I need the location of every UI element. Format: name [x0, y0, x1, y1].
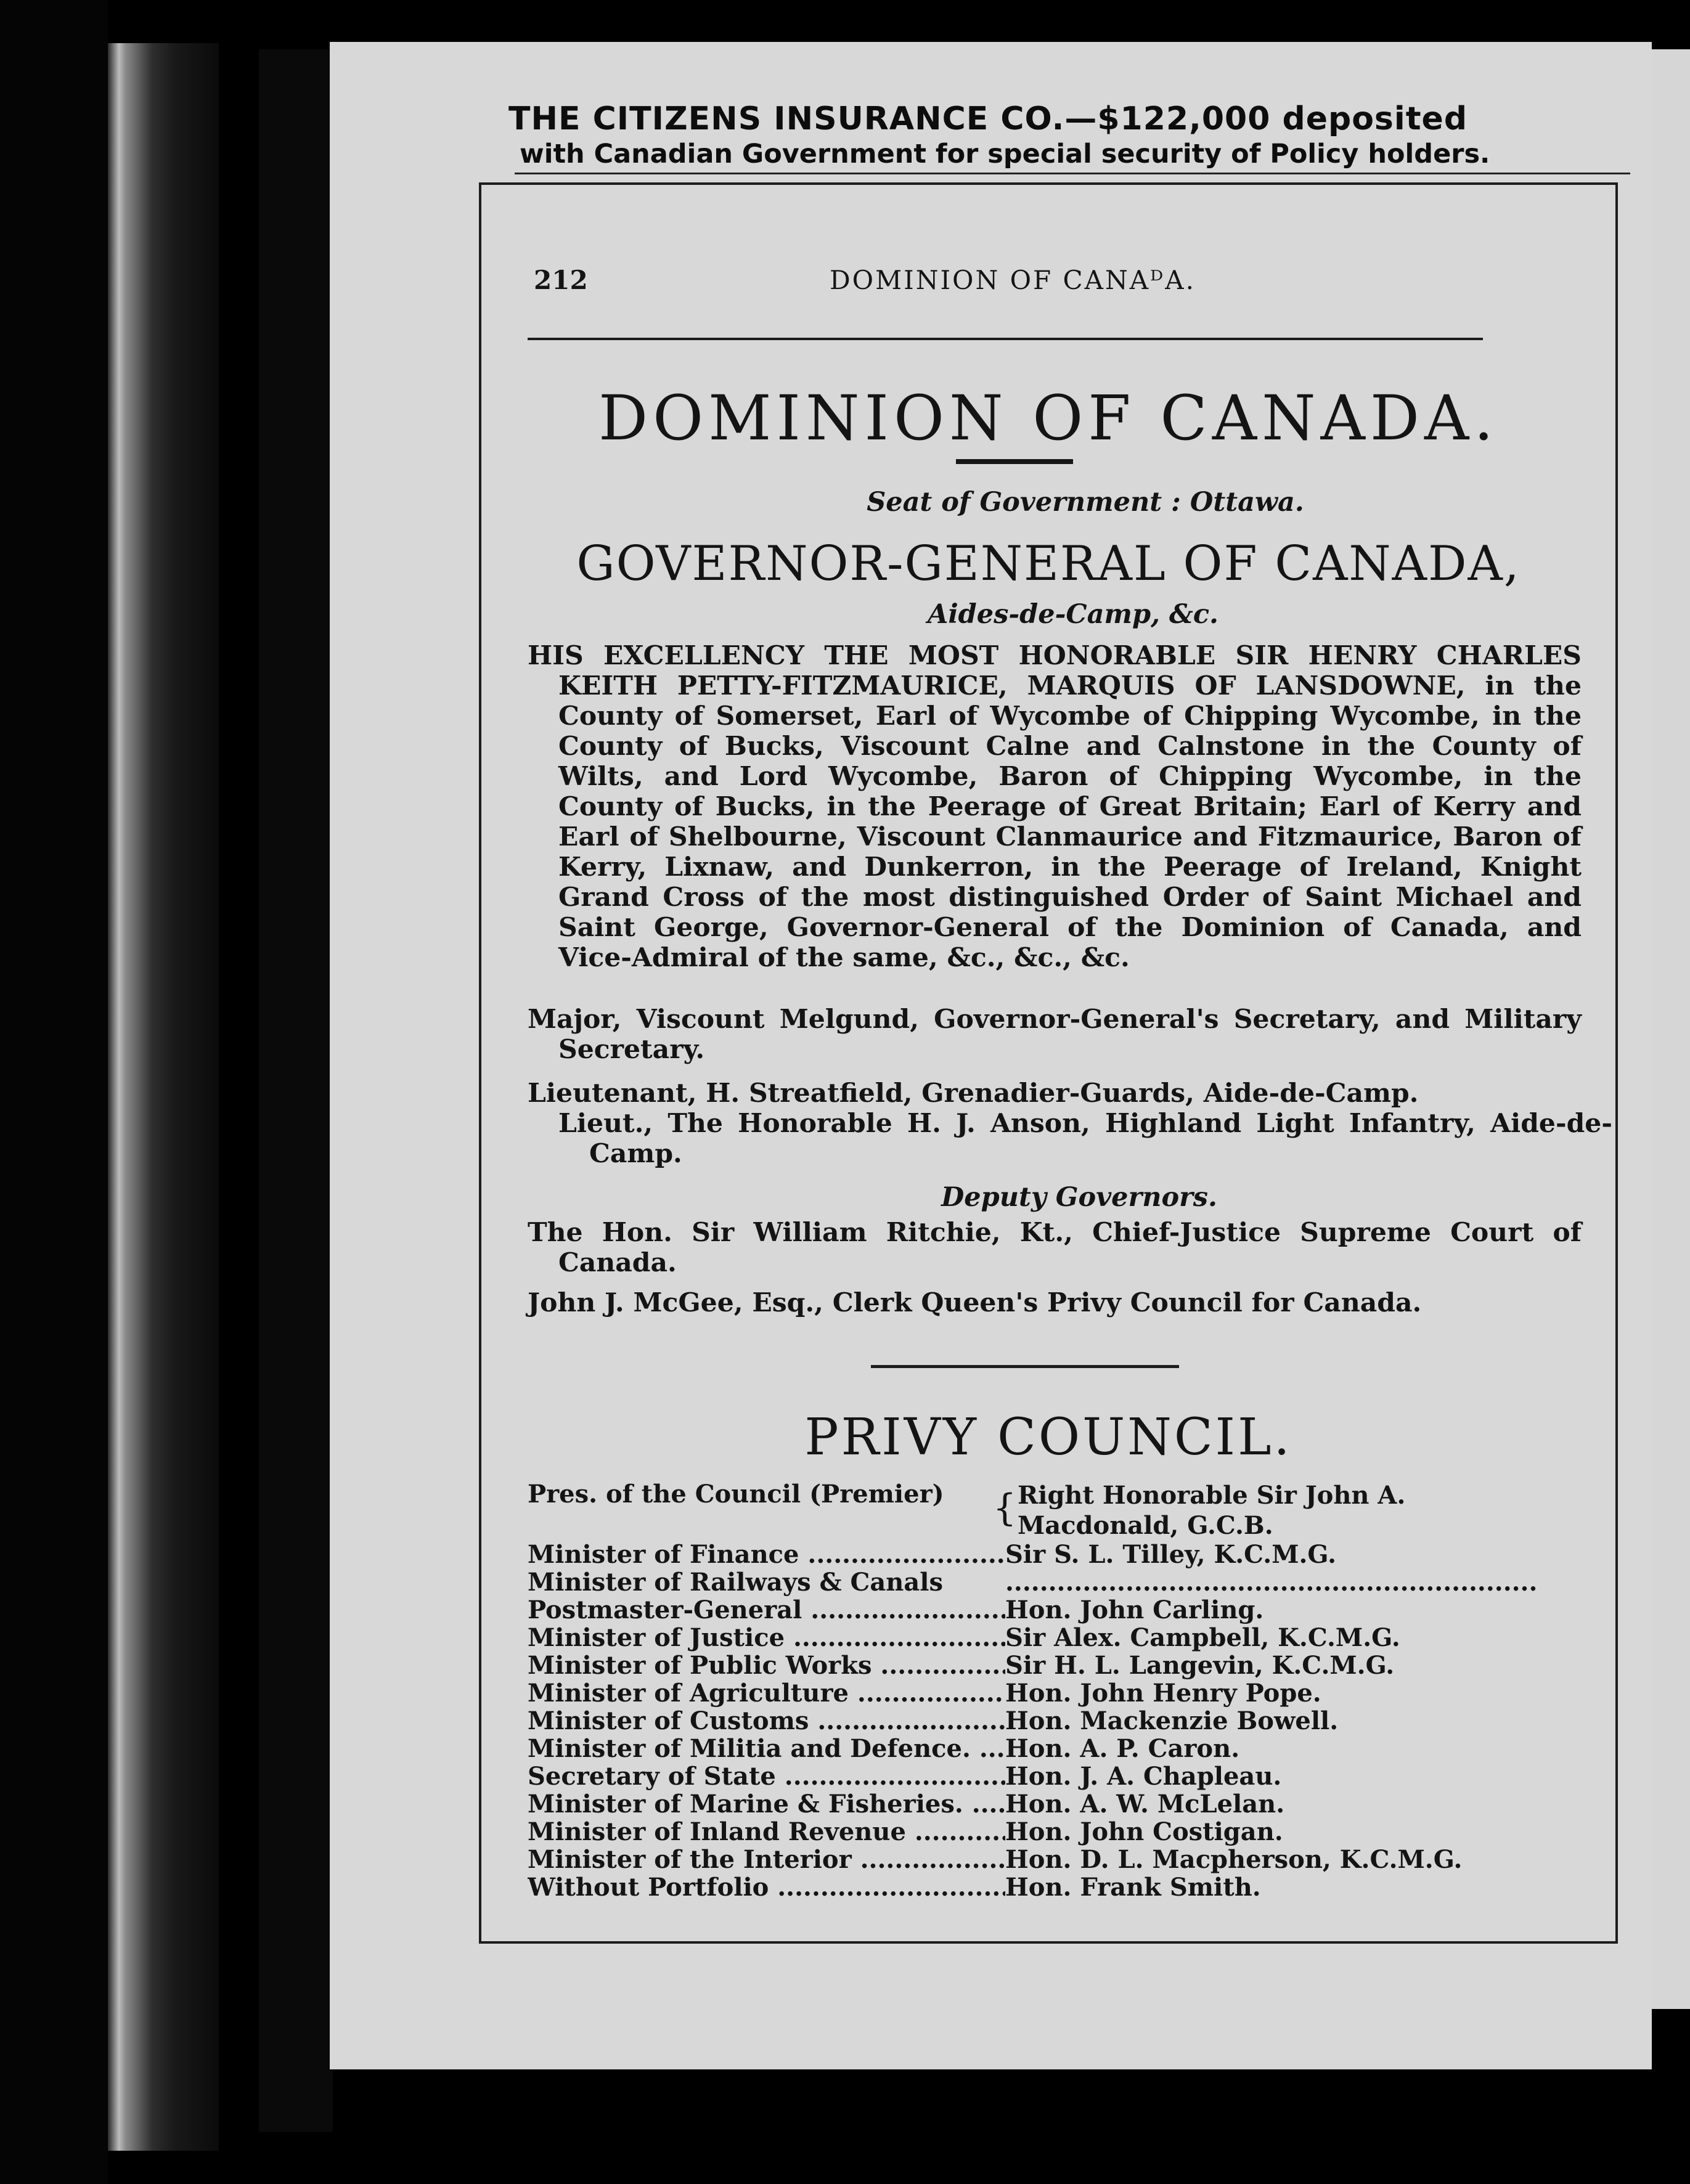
- office-name: Minister of Marine & Fisheries. .....: [528, 1790, 1005, 1818]
- list-item: [528, 1652, 1538, 1679]
- office-name: Pres. of the Council (Premier): [528, 1480, 944, 1508]
- banner-line-1: THE CITIZENS INSURANCE CO.—$122,000 deposited: [508, 100, 1468, 137]
- office-holder: Sir H. L. Langevin, K.C.M.G.: [1005, 1651, 1395, 1680]
- list-item: [528, 1541, 1538, 1568]
- book-binding: [108, 43, 219, 2151]
- running-head: [534, 265, 1551, 302]
- office-holder: Hon. A. W. McLelan.: [1005, 1790, 1285, 1819]
- banner-rule: [515, 173, 1630, 174]
- list-item: [528, 1762, 1538, 1790]
- office-name: Minister of Agriculture .....: [528, 1679, 1005, 1707]
- office-holder: Hon. Frank Smith.: [1005, 1873, 1261, 1902]
- office-holder: Sir S. L. Tilley, K.C.M.G.: [1005, 1540, 1337, 1569]
- deputy-entry-ritchie: The Hon. Sir William Ritchie, Kt., Chief-Justice Supreme Court of Canada.: [528, 1217, 1582, 1278]
- list-item: [528, 1679, 1538, 1707]
- section-rule: [871, 1365, 1179, 1368]
- office-name: Without Portfolio .....: [528, 1873, 1005, 1901]
- privy-council-list: [528, 1480, 1538, 1901]
- next-page-edge: [1652, 49, 1690, 2009]
- governor-general-heading: GOVERNOR-GENERAL OF CANADA,: [576, 536, 1521, 592]
- aide-entry-streatfield: Lieutenant, H. Streatfield, Grenadier-Guards, Aide-de-Camp.: [528, 1078, 1419, 1109]
- office-holder: Hon. Mackenzie Bowell.: [1005, 1706, 1339, 1735]
- page-title: DOMINION OF CANADA.: [598, 382, 1499, 454]
- list-item: [528, 1735, 1538, 1762]
- page-gutter: [259, 49, 333, 2132]
- privy-council-heading: PRIVY COUNCIL.: [804, 1408, 1292, 1467]
- office-name: Minister of Railways & Canals: [528, 1568, 944, 1596]
- list-item: [528, 1596, 1538, 1624]
- list-item: [528, 1480, 1538, 1541]
- office-name: Minister of Finance .....: [528, 1541, 1005, 1568]
- list-item: [528, 1624, 1538, 1652]
- list-item: [528, 1818, 1538, 1846]
- list-item: [528, 1873, 1538, 1901]
- list-item: [528, 1568, 1538, 1596]
- aide-entry-anson: Lieut., The Honorable H. J. Anson, Highland Light Infantry, Aide-de-Camp.: [558, 1108, 1612, 1169]
- secretary-entry: Major, Viscount Melgund, Governor-General's Secretary, and Military Secretary.: [528, 1004, 1582, 1065]
- office-name: Minister of the Interior .....: [528, 1846, 1005, 1873]
- scan-left-border: [0, 0, 108, 2184]
- directory-page: [330, 42, 1652, 2069]
- list-item: [528, 1846, 1538, 1873]
- office-name: Secretary of State .....: [528, 1762, 1005, 1790]
- deputy-governors-heading: Deputy Governors.: [941, 1182, 1217, 1213]
- office-name: Minister of Inland Revenue .....: [528, 1818, 1005, 1846]
- office-holder: Hon. John Henry Pope.: [1005, 1679, 1321, 1708]
- office-holder: Hon. John Carling.: [1005, 1595, 1264, 1624]
- office-holder: Hon. A. P. Caron.: [1005, 1734, 1240, 1763]
- title-rule: [956, 459, 1073, 464]
- office-holder: Hon. J. A. Chapleau.: [1005, 1762, 1282, 1791]
- advertisement-banner: [508, 100, 1630, 169]
- governor-general-entry: HIS EXCELLENCY THE MOST HONORABLE SIR HENRY CHARLES KEITH PETTY-FITZMAURICE, MARQUIS OF LANSDOWNE, in the County of Somerset, Earl of Wycombe of Chipping Wycombe, in the County of Bucks, Viscount Calne and Calnstone in the County of Wilts, and Lord Wycombe, Baron of Chipping Wycombe, in the County of Bucks, in the Peerage of Great Britain; Earl of Kerry and Earl of Shelbourne, Viscount Clanmaurice and Fitzmaurice, Baron of Kerry, Lixnaw, and Dunkerron, in the Peerage of Ireland, Knight Grand Cross of the most distinguished Order of Saint Michael and Saint George, Governor-General of the Dominion of Canada, and Vice-Admiral of the same, &c., &c., &c.: [528, 640, 1582, 973]
- running-head-title: DOMINION OF CANAᴰA.: [830, 265, 1196, 295]
- deputy-entry-mcgee: John J. McGee, Esq., Clerk Queen's Privy Council for Canada.: [528, 1287, 1422, 1318]
- list-item: [528, 1790, 1538, 1818]
- office-holder: Hon. D. L. Macpherson, K.C.M.G.: [1005, 1845, 1463, 1874]
- office-name: Postmaster-General .....: [528, 1596, 1005, 1624]
- vacant-leader-dots: [1005, 1568, 1538, 1596]
- office-holder: Sir Alex. Campbell, K.C.M.G.: [1005, 1623, 1400, 1652]
- office-holder: Right Honorable Sir John A. Macdonald, G.C.B.: [1018, 1481, 1406, 1540]
- content-frame: [479, 182, 1618, 1944]
- office-name: Minister of Justice .....: [528, 1624, 1005, 1652]
- office-name: Minister of Customs .....: [528, 1707, 1005, 1735]
- aides-heading: Aides-de-Camp, &c.: [927, 599, 1219, 630]
- office-name: Minister of Public Works .....: [528, 1652, 1005, 1679]
- seat-of-government: Seat of Government : Ottawa.: [867, 487, 1304, 518]
- list-item: [528, 1707, 1538, 1735]
- office-name: Minister of Militia and Defence. .....: [528, 1735, 1005, 1762]
- page-number: 212: [534, 265, 588, 295]
- header-rule: [528, 338, 1483, 340]
- banner-line-2: with Canadian Government for special security of Policy holders.: [520, 139, 1490, 169]
- office-holder: Hon. John Costigan.: [1005, 1817, 1283, 1846]
- brace-icon: {: [993, 1486, 1017, 1530]
